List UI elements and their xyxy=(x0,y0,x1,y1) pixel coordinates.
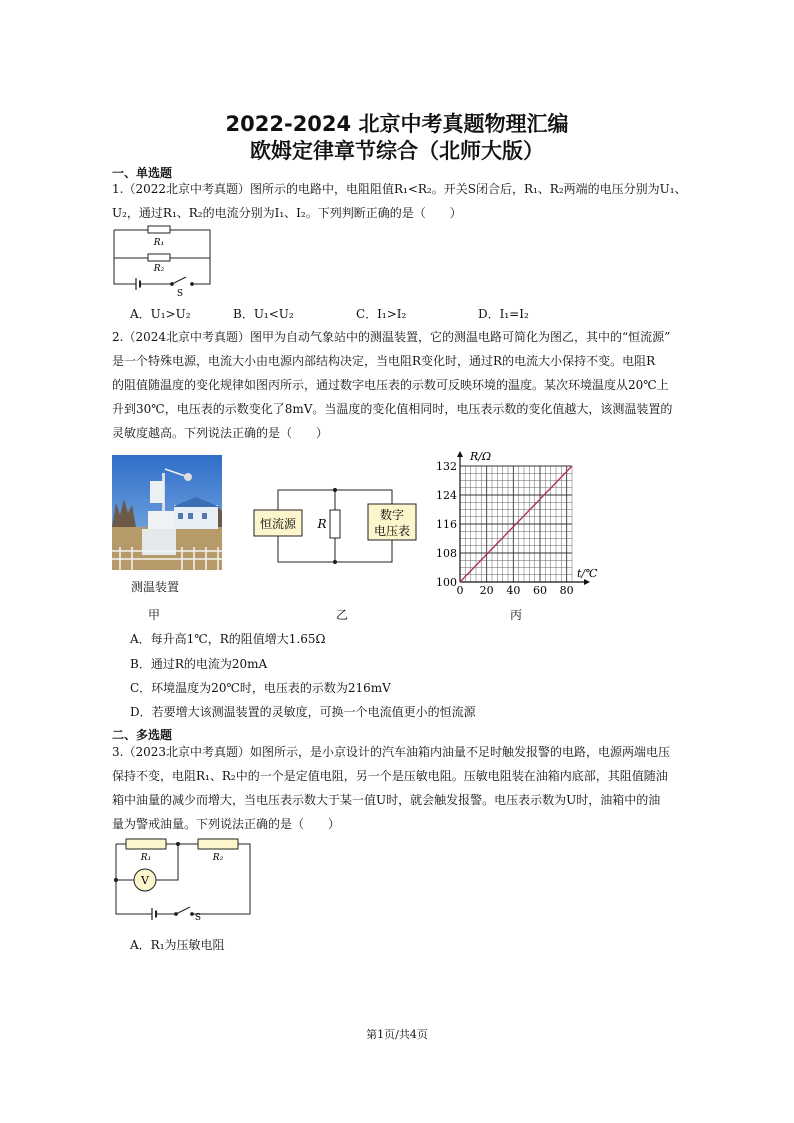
q2-option-b: B．通过R的电流为20mA xyxy=(130,657,268,671)
y-tick-label: 124 xyxy=(436,489,457,502)
q2-text-line3: 的阻值随温度的变化规律如图丙所示，通过数字电压表的示数可反映环境的温度。某次环境温度从20℃上 xyxy=(112,378,669,392)
q1-text-line1: 1.（2022北京中考真题）图所示的电路中，电阻阻值R₁<R₂。开关S闭合后，R₁、R₂两端的电压分别为U₁、 xyxy=(112,182,687,196)
q1-option-a: A．U₁>U₂ xyxy=(130,307,191,321)
q2-text-line2: 是一个特殊电源，电流大小由电源内部结构决定，当电阻R变化时，通过R的电流大小保持不变。电阻R xyxy=(112,354,656,368)
figure-label-yi: 乙 xyxy=(336,608,349,622)
y-tick-label: 116 xyxy=(436,518,457,531)
photo-caption: 测温装置 xyxy=(131,580,180,594)
q1-s-label: S xyxy=(176,289,184,298)
q1-option-c: C．I₁>I₂ xyxy=(356,307,407,321)
x-tick-label: 40 xyxy=(506,584,521,596)
q3-circuit-diagram xyxy=(112,836,256,922)
q1-r2-label: R₂ xyxy=(153,264,165,274)
q2-text-line5: 灵敏度越高。下列说法正确的是（ ） xyxy=(112,426,329,440)
q1-circuit-diagram xyxy=(110,222,214,298)
q2-option-d: D．若要增大该测温装置的灵敏度，可换一个电流值更小的恒流源 xyxy=(130,705,476,719)
q3-r2-label: R₂ xyxy=(212,853,224,863)
digital-voltmeter-label-1: 数字 xyxy=(379,508,405,522)
q3-text-line2: 保持不变，电阻R₁、R₂中的一个是定值电阻，另一个是压敏电阻。压敏电阻装在油箱内底部，其阻值随油 xyxy=(112,769,668,783)
y-tick-label: 108 xyxy=(436,547,457,560)
x-axis-label: t/℃ xyxy=(577,567,598,580)
doc-title-line1: 2022-2024 北京中考真题物理汇编 xyxy=(225,112,569,136)
y-axis-label: R/Ω xyxy=(470,450,492,463)
q2-option-c: C．环境温度为20℃时，电压表的示数为216mV xyxy=(130,681,391,695)
y-axis-arrow xyxy=(457,451,463,457)
q2-circuit-diagram xyxy=(252,486,422,568)
weather-station-photo xyxy=(112,455,222,570)
q2-text-line4: 升到30℃，电压表的示数变化了8mV。当温度的变化值相同时，电压表示数的变化值越大，该测温装置的 xyxy=(112,402,673,416)
q1-option-b: B．U₁<U₂ xyxy=(233,307,294,321)
q1-option-d: D．I₁=I₂ xyxy=(478,307,529,321)
q3-text-line3: 箱中油量的减少而增大，当电压表示数大于某一值U时，就会触发报警。电压表示数为U时，油箱中的油 xyxy=(112,793,661,807)
section-single-choice: 一、单选题 xyxy=(112,166,173,180)
constant-current-source-label: 恒流源 xyxy=(259,517,297,531)
q2-text-line1: 2.（2024北京中考真题）图甲为自动气象站中的测温装置，它的测温电路可简化为图乙，其中的“恒流源” xyxy=(112,330,671,344)
doc-title-line2: 欧姆定律章节综合（北师大版） xyxy=(250,139,544,163)
resistor-r-label: R xyxy=(317,517,327,531)
q3-option-a: A．R₁为压敏电阻 xyxy=(130,938,225,952)
q1-text-line2: U₂，通过R₁、R₂的电流分别为I₁、I₂。下列判断正确的是（ ） xyxy=(112,206,462,220)
page-footer: 第1页/共4页 xyxy=(366,1028,428,1041)
x-tick-label: 80 xyxy=(559,584,574,596)
q3-text-line1: 3.（2023北京中考真题）如图所示，是小京设计的汽车油箱内油量不足时触发报警的电路，电源两端电压 xyxy=(112,745,670,759)
x-tick-label: 20 xyxy=(479,584,494,596)
resistance-temperature-chart xyxy=(430,444,610,596)
q3-r1-label: R₁ xyxy=(140,853,152,863)
x-tick-label: 0 xyxy=(456,584,464,596)
section-multiple-choice: 二、多选题 xyxy=(112,728,173,742)
figure-label-jia: 甲 xyxy=(148,608,161,622)
q3-text-line4: 量为警戒油量。下列说法正确的是（ ） xyxy=(112,817,341,831)
q2-option-a: A．每升高1℃，R的阻值增大1.65Ω xyxy=(130,632,326,646)
q1-r1-label: R₁ xyxy=(153,238,165,248)
q3-s-label: S xyxy=(194,913,202,922)
y-tick-label: 100 xyxy=(436,576,457,589)
figure-label-bing: 丙 xyxy=(510,608,523,622)
x-tick-label: 60 xyxy=(533,584,547,596)
digital-voltmeter-label-2: 电压表 xyxy=(373,524,411,538)
voltmeter-label: V xyxy=(141,874,149,887)
y-tick-label: 132 xyxy=(436,460,457,473)
